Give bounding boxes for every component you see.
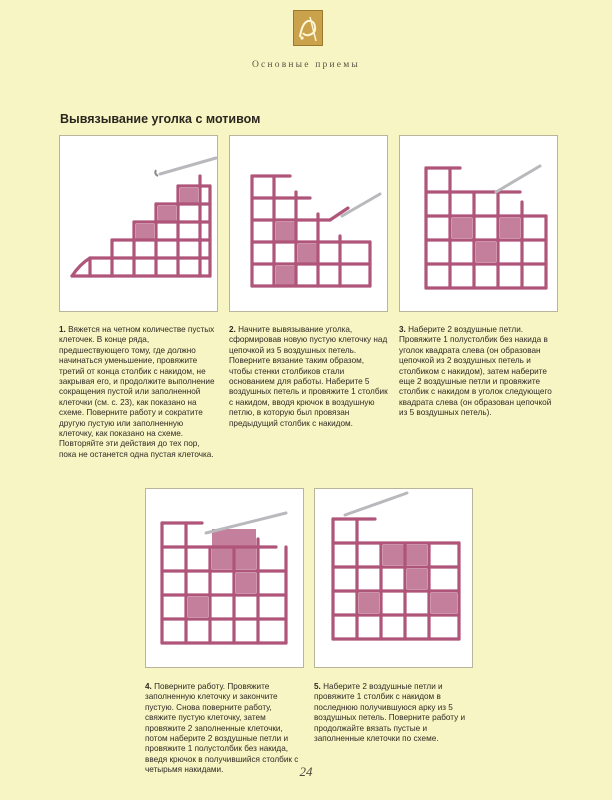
step-1-text: Вяжется на четном количестве пустых клеточек. В конце ряда, предшествующего тому, где должно начинаться уменьшение, провяжите третий от конца столбик с накидом, не закрывая его, и продолжите выполнение сокращения пустой или заполненной клеточки (см. с. 23), как показано на схеме. Поверните работу и сократите другую пустую или заполненную клеточку, как показано на схеме. Повторяйте эти действия до тех пор, пока не останется одна пустая клеточка. bbox=[59, 325, 215, 459]
book-crochet-logo-icon bbox=[293, 10, 323, 46]
running-head: Основные приемы bbox=[252, 60, 360, 70]
step-4-photo bbox=[145, 488, 304, 668]
step-2-text: Начните вывязывание уголка, сформировав новую пустую клеточку над цепочкой из 5 воздушных петель. Повернитe вязание таким образом, чтобы стенки столбиков стали основанием для работы. Наберите 5 воздушных петель и провяжите 1 столбик с накидом, вводя крючок в воздушную петлю, в которую был провязан предыдущий столбик с накидом. bbox=[229, 325, 388, 428]
step-5-caption bbox=[314, 682, 474, 744]
step-2-photo bbox=[229, 135, 388, 312]
step-5-text: Наберите 2 воздушные петли и провяжите 1 столбик с накидом в последнюю получившуюся арку из 5 воздушных петель. Поверните работу и продолжайте вязать пустые и заполненные клеточки по схеме. bbox=[314, 682, 466, 744]
step-2-number: 2. bbox=[229, 325, 236, 334]
step-1-number: 1. bbox=[59, 325, 66, 334]
step-2-caption bbox=[229, 325, 389, 429]
step-3-caption bbox=[399, 325, 559, 419]
step-1-caption bbox=[59, 325, 219, 460]
step-1-photo bbox=[59, 135, 218, 312]
step-4-caption bbox=[145, 682, 305, 776]
step-5-photo bbox=[314, 488, 473, 668]
step-5-number: 5. bbox=[314, 682, 321, 691]
step-3-text: Наберите 2 воздушные петли. Провяжите 1 полустолбик без накида в уголок квадрата слева (он образован цепочкой из 2 воздушных петель и столбиком с накидом), затем наберите еще 2 воздушные петли и провяжите столбик с накидом в уголок следующего квадрата слева (он образован цепочкой из 5 воздушных петель). bbox=[399, 325, 552, 418]
page-number: 24 bbox=[299, 764, 313, 779]
step-1-swatch-image bbox=[60, 136, 217, 311]
step-3-photo bbox=[399, 135, 558, 312]
step-3-number: 3. bbox=[399, 325, 406, 334]
step-4-text: Поверните работу. Провяжите заполненную клеточку и закончите пустую. Снова поверните работу, свяжите пустую клеточку, затем провяжите 2 заполненные клеточки, потом наберите 2 воздушные петли и провяжите 1 полустолбик без накида, введя крючок в получившийся столбик с четырьмя накидами. bbox=[145, 682, 299, 775]
section-title: Вывязывание уголка с мотивом bbox=[60, 112, 261, 126]
step-4-number: 4. bbox=[145, 682, 152, 691]
